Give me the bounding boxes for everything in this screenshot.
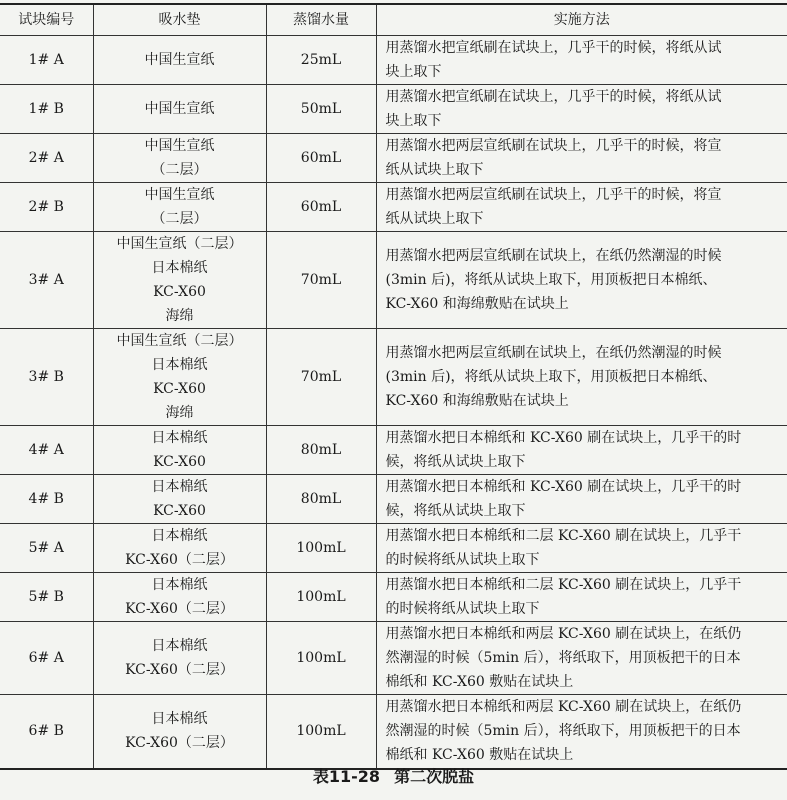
- caption-title: 第二次脱盐: [394, 767, 475, 786]
- method-line: KC-X60 和海绵敷贴在试块上: [385, 296, 569, 312]
- table-row: [0, 183, 787, 232]
- header-water-amount: 蒸馏水量: [266, 4, 376, 36]
- pad-line: KC-X60: [153, 284, 206, 300]
- cell-absorbent-pad: [93, 232, 266, 329]
- cell-method: [376, 183, 787, 232]
- cell-water-amount: 100mL: [266, 695, 376, 769]
- cell-water-amount: 70mL: [266, 232, 376, 329]
- cell-absorbent-pad: [93, 134, 266, 183]
- pad-line: KC-X60（二层）: [125, 735, 234, 752]
- pad-line: KC-X60（二层）: [125, 601, 234, 617]
- pad-line: 中国生宣纸: [144, 187, 215, 203]
- pad-line: KC-X60（二层）: [125, 552, 234, 568]
- cell-method: [376, 329, 787, 426]
- pad-line: 海绵: [165, 405, 194, 421]
- method-line: 用蒸馏水把宣纸刷在试块上，几乎干的时候，将纸从试: [385, 40, 722, 56]
- cell-absorbent-pad: [93, 329, 266, 426]
- cell-water-amount: 60mL: [266, 183, 376, 232]
- method-line: 然潮湿的时候（5min 后），将纸取下，用顶板把干的日本: [385, 723, 741, 740]
- table-row: [0, 85, 787, 134]
- method-line: KC-X60 和海绵敷贴在试块上: [385, 393, 569, 409]
- desalination-table: [0, 3, 787, 770]
- cell-water-amount: 80mL: [266, 475, 376, 524]
- cell-water-amount: 100mL: [266, 622, 376, 695]
- pad-line: 海绵: [165, 308, 194, 324]
- cell-specimen-id: 6# B: [0, 695, 93, 769]
- cell-absorbent-pad: [93, 85, 266, 134]
- pad-line: 日本棉纸: [151, 528, 208, 544]
- header-absorbent-pad: 吸水垫: [93, 4, 266, 36]
- cell-absorbent-pad: [93, 524, 266, 573]
- cell-water-amount: 25mL: [266, 36, 376, 85]
- table-row: [0, 426, 787, 475]
- cell-specimen-id: 6# A: [0, 622, 93, 695]
- cell-specimen-id: 1# A: [0, 36, 93, 85]
- cell-specimen-id: 2# B: [0, 183, 93, 232]
- method-line: 用蒸馏水把日本棉纸和两层 KC-X60 刷在试块上，在纸仍: [385, 626, 742, 642]
- cell-water-amount: 70mL: [266, 329, 376, 426]
- pad-line: 中国生宣纸: [144, 101, 215, 117]
- method-line: 然潮湿的时候（5min 后），将纸取下，用顶板把干的日本: [385, 650, 741, 666]
- cell-water-amount: 80mL: [266, 426, 376, 475]
- table-header: [0, 4, 787, 36]
- pad-line: KC-X60: [153, 381, 206, 397]
- cell-method: [376, 622, 787, 695]
- method-line: 用蒸馏水把日本棉纸和二层 KC-X60 刷在试块上，几乎干: [385, 528, 742, 544]
- cell-specimen-id: 4# B: [0, 475, 93, 524]
- pad-line: KC-X60: [153, 503, 206, 519]
- cell-specimen-id: 4# A: [0, 426, 93, 475]
- method-line: (3min 后)，将纸从试块上取下，用顶板把日本棉纸、: [385, 272, 717, 288]
- cell-specimen-id: 2# A: [0, 134, 93, 183]
- header-row: [0, 4, 787, 36]
- method-line: 块上取下: [385, 64, 442, 80]
- pad-line: 中国生宣纸: [144, 138, 215, 154]
- pad-line: 日本棉纸: [151, 260, 208, 276]
- cell-water-amount: 100mL: [266, 573, 376, 622]
- pad-line: 日本棉纸: [151, 430, 208, 446]
- method-line: 用蒸馏水把两层宣纸刷在试块上，几乎干的时候，将宣: [385, 138, 722, 154]
- table-row: [0, 475, 787, 524]
- cell-absorbent-pad: [93, 475, 266, 524]
- cell-specimen-id: 5# A: [0, 524, 93, 573]
- cell-absorbent-pad: [93, 36, 266, 85]
- cell-method: [376, 36, 787, 85]
- method-line: 用蒸馏水把宣纸刷在试块上，几乎干的时候，将纸从试: [385, 89, 722, 105]
- table-body: [0, 36, 787, 769]
- cell-method: [376, 524, 787, 573]
- cell-absorbent-pad: [93, 573, 266, 622]
- cell-absorbent-pad: [93, 426, 266, 475]
- method-line: 的时候将纸从试块上取下: [385, 552, 540, 568]
- method-line: 棉纸和 KC-X60 敷贴在试块上: [385, 674, 574, 690]
- method-line: 用蒸馏水把日本棉纸和 KC-X60 刷在试块上，几乎干的时: [385, 479, 742, 495]
- table-row: [0, 695, 787, 769]
- method-line: 用蒸馏水把日本棉纸和二层 KC-X60 刷在试块上，几乎干: [385, 577, 742, 593]
- method-line: 块上取下: [385, 113, 442, 129]
- table-row: [0, 134, 787, 183]
- table-row: [0, 524, 787, 573]
- pad-line: 日本棉纸: [151, 638, 208, 654]
- cell-method: [376, 134, 787, 183]
- cell-absorbent-pad: [93, 622, 266, 695]
- table-caption: [0, 764, 787, 787]
- cell-water-amount: 100mL: [266, 524, 376, 573]
- cell-specimen-id: 3# B: [0, 329, 93, 426]
- method-line: 纸从试块上取下: [385, 162, 484, 178]
- pad-line: 日本棉纸: [151, 479, 208, 495]
- cell-method: [376, 475, 787, 524]
- pad-line: 日本棉纸: [151, 357, 208, 373]
- cell-absorbent-pad: [93, 183, 266, 232]
- pad-line: （二层）: [151, 211, 208, 227]
- pad-line: 中国生宣纸（二层）: [116, 236, 243, 252]
- cell-method: [376, 573, 787, 622]
- method-line: 候，将纸从试块上取下: [385, 454, 526, 470]
- method-line: 用蒸馏水把日本棉纸和两层 KC-X60 刷在试块上，在纸仍: [385, 699, 742, 716]
- method-line: 用蒸馏水把两层宣纸刷在试块上，在纸仍然潮湿的时候: [385, 345, 722, 361]
- table-row: [0, 573, 787, 622]
- pad-line: KC-X60: [153, 454, 206, 470]
- method-line: (3min 后)，将纸从试块上取下，用顶板把日本棉纸、: [385, 369, 717, 385]
- table-row: [0, 622, 787, 695]
- method-line: 的时候将纸从试块上取下: [385, 601, 540, 617]
- pad-line: 中国生宣纸: [144, 52, 215, 68]
- pad-line: （二层）: [151, 162, 208, 178]
- method-line: 用蒸馏水把两层宣纸刷在试块上，在纸仍然潮湿的时候: [385, 248, 722, 264]
- method-line: 纸从试块上取下: [385, 211, 484, 227]
- cell-method: [376, 85, 787, 134]
- cell-specimen-id: 3# A: [0, 232, 93, 329]
- header-specimen-id: 试块编号: [0, 4, 93, 36]
- pad-line: 中国生宣纸（二层）: [116, 333, 243, 349]
- pad-line: KC-X60（二层）: [125, 662, 234, 678]
- cell-specimen-id: 1# B: [0, 85, 93, 134]
- caption-number: 表11-28: [312, 767, 381, 786]
- pad-line: 日本棉纸: [151, 711, 208, 728]
- cell-water-amount: 60mL: [266, 134, 376, 183]
- cell-specimen-id: 5# B: [0, 573, 93, 622]
- cell-method: [376, 695, 787, 769]
- cell-method: [376, 232, 787, 329]
- cell-water-amount: 50mL: [266, 85, 376, 134]
- table-row: [0, 232, 787, 329]
- cell-absorbent-pad: [93, 695, 266, 769]
- method-line: 用蒸馏水把两层宣纸刷在试块上，几乎干的时候，将宣: [385, 187, 722, 203]
- table-row: [0, 36, 787, 85]
- method-line: 棉纸和 KC-X60 敷贴在试块上: [385, 747, 574, 764]
- table-row: [0, 329, 787, 426]
- method-line: 候，将纸从试块上取下: [385, 503, 526, 519]
- pad-line: 日本棉纸: [151, 577, 208, 593]
- method-line: 用蒸馏水把日本棉纸和 KC-X60 刷在试块上，几乎干的时: [385, 430, 742, 446]
- cell-method: [376, 426, 787, 475]
- header-method: 实施方法: [376, 4, 787, 36]
